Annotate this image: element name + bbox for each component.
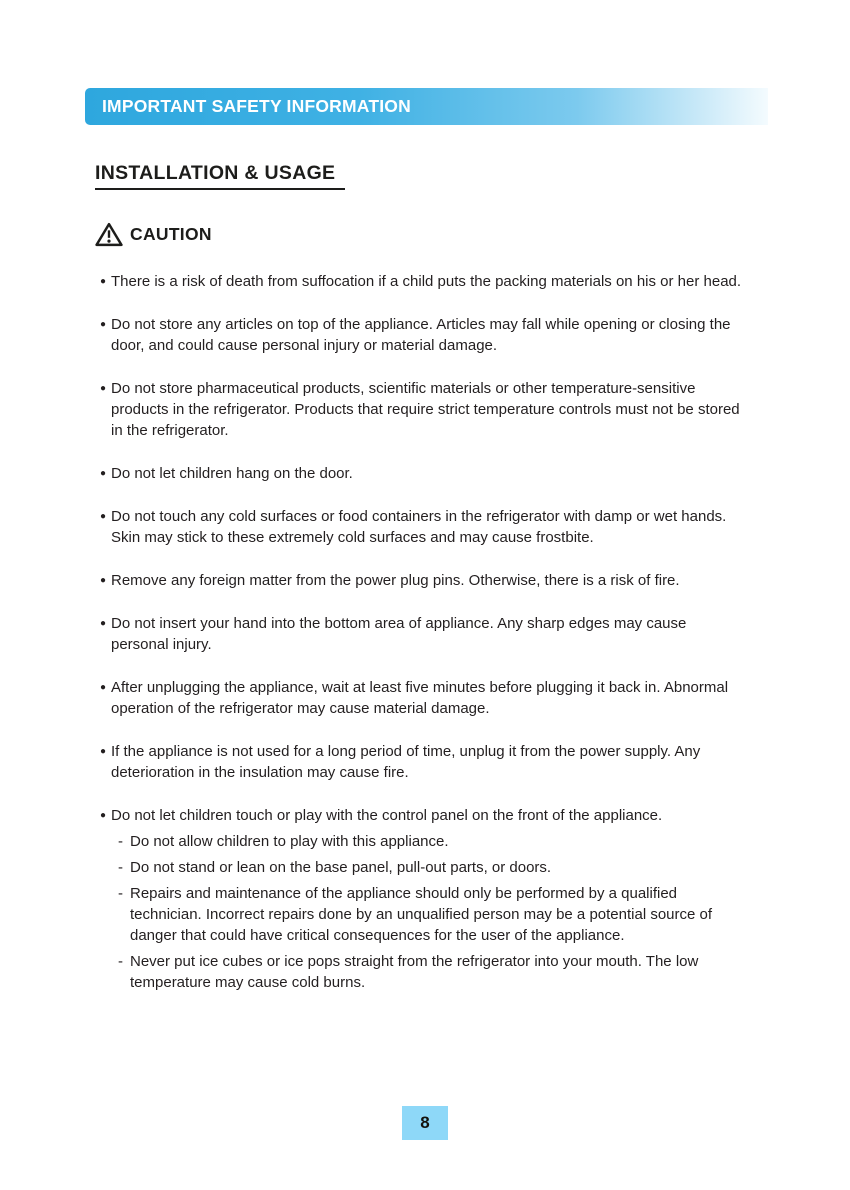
bullet-icon: ● — [100, 810, 107, 821]
bullet-icon: ● — [100, 618, 107, 629]
list-item — [100, 613, 743, 655]
sub-list-item — [118, 831, 743, 852]
bullet-icon: ● — [100, 682, 107, 693]
sub-item-text: Do not stand or lean on the base panel, pull-out parts, or doors. — [130, 859, 552, 876]
page-number-box — [402, 1106, 448, 1140]
sub-list — [111, 831, 743, 993]
list-item — [100, 677, 743, 719]
sub-item-text: Never put ice cubes or ice pops straight from the refrigerator into your mouth. The low temperature may cause cold burns. — [130, 953, 699, 991]
list-item — [100, 314, 743, 356]
sub-list-item — [118, 883, 743, 946]
bullet-body — [111, 805, 743, 993]
bullet-icon: ● — [100, 575, 107, 586]
bullet-icon: ● — [100, 746, 107, 757]
dash-marker: - — [118, 833, 123, 850]
list-item — [100, 463, 743, 484]
header-title: IMPORTANT SAFETY INFORMATION — [102, 96, 411, 116]
bullet-text: Do not let children touch or play with the control panel on the front of the appliance. — [111, 807, 663, 824]
bullet-text: If the appliance is not used for a long period of time, unplug it from the power supply. Any deterioration in the insulation may cause fire. — [111, 743, 701, 781]
bullet-text: There is a risk of death from suffocation if a child puts the packing materials on his or her head. — [111, 273, 742, 290]
sub-item-text: Do not allow children to play with this appliance. — [130, 833, 449, 850]
caution-label: CAUTION — [130, 224, 212, 244]
list-item — [100, 805, 743, 993]
bullet-text: Do not store any articles on top of the appliance. Articles may fall while opening or closing the door, and could cause personal injury or material damage. — [111, 316, 731, 354]
bullet-text: Do not store pharmaceutical products, scientific materials or other temperature-sensitive products in the refrigerator. Products that require strict temperature controls must not be stored in the refrigerator. — [111, 380, 740, 439]
bullet-icon: ● — [100, 511, 107, 522]
sub-item-text: Repairs and maintenance of the appliance should only be performed by a qualified technician. Incorrect repairs done by an unqualified person may be a potential source of danger that could have critical consequences for the user of the appliance. — [130, 885, 713, 944]
bullet-icon: ● — [100, 276, 107, 287]
safety-bullet-list — [95, 271, 743, 993]
bullet-text: Do not insert your hand into the bottom area of appliance. Any sharp edges may cause personal injury. — [111, 615, 687, 653]
bullet-icon: ● — [100, 468, 107, 479]
bullet-text: Do not touch any cold surfaces or food containers in the refrigerator with damp or wet hands. Skin may stick to these extremely cold surfaces and may cause frostbite. — [111, 508, 727, 546]
list-item — [100, 570, 743, 591]
section-title: INSTALLATION & USAGE — [95, 162, 345, 190]
bullet-icon: ● — [100, 319, 107, 330]
dash-marker: - — [118, 859, 123, 876]
header-bar — [85, 88, 768, 125]
list-item — [100, 506, 743, 548]
bullet-icon: ● — [100, 383, 107, 394]
bullet-text: After unplugging the appliance, wait at least five minutes before plugging it back in. Abnormal operation of the refrigerator may cause material damage. — [111, 679, 729, 717]
page-content — [95, 162, 743, 993]
list-item — [100, 271, 743, 292]
bullet-text: Remove any foreign matter from the power plug pins. Otherwise, there is a risk of fire. — [111, 572, 680, 589]
dash-marker: - — [118, 953, 123, 970]
list-item — [100, 741, 743, 783]
page-number: 8 — [420, 1113, 430, 1132]
caution-heading — [95, 222, 743, 247]
sub-list-item — [118, 951, 743, 993]
list-item — [100, 378, 743, 441]
warning-triangle-icon — [95, 222, 123, 247]
bullet-text: Do not let children hang on the door. — [111, 465, 353, 482]
sub-list-item — [118, 857, 743, 878]
dash-marker: - — [118, 885, 123, 902]
